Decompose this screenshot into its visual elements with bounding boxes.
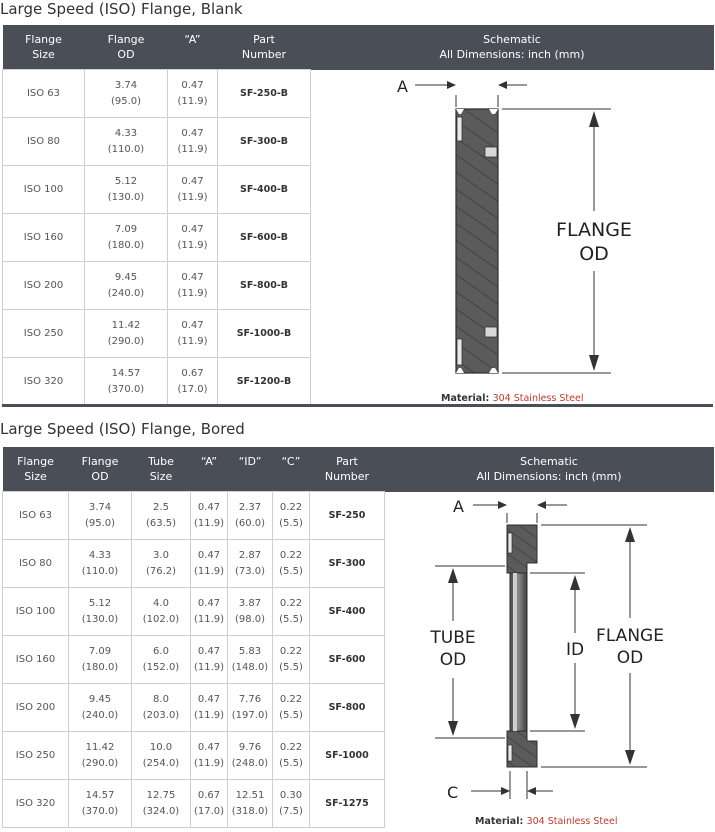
blank-header-flange-size: Flange Size [3, 25, 85, 70]
bored-label-a: A [453, 497, 464, 516]
c-cell: 0.22 (5.5) [273, 588, 310, 636]
flange-od-cell: 5.12 (130.0) [85, 166, 168, 214]
flange-od-cell: 9.45 (240.0) [85, 262, 168, 310]
a-cell: 0.47 (11.9) [191, 588, 228, 636]
c-cell: 0.30 (7.5) [273, 780, 310, 828]
blank-label-flange: FLANGE [556, 219, 632, 241]
a-cell: 0.47 (11.9) [168, 214, 218, 262]
tube-size-cell: 2.5 (63.5) [132, 492, 191, 540]
id-cell: 5.83 (148.0) [228, 636, 273, 684]
flange-size-cell: ISO 200 [3, 684, 69, 732]
bored-header-c: “C” [273, 447, 310, 492]
bored-flange-schematic [385, 493, 713, 826]
c-cell: 0.22 (5.5) [273, 492, 310, 540]
c-cell: 0.22 (5.5) [273, 732, 310, 780]
blank-material-note: Material: 304 Stainless Steel [441, 392, 584, 404]
part-number-cell: SF-300-B [218, 118, 311, 166]
c-cell: 0.22 (5.5) [273, 540, 310, 588]
table-row [3, 70, 714, 118]
flange-size-cell: ISO 100 [3, 588, 69, 636]
flange-size-cell: ISO 320 [3, 780, 69, 828]
blank-header-part-number: Part Number [218, 25, 311, 70]
a-cell: 0.47 (11.9) [168, 70, 218, 118]
flange-od-cell: 14.57 (370.0) [85, 358, 168, 406]
part-number-cell: SF-250 [310, 492, 385, 540]
flange-od-cell: 11.42 (290.0) [69, 732, 132, 780]
bored-header-tube-size: Tube Size [132, 447, 191, 492]
flange-od-cell: 7.09 (180.0) [69, 636, 132, 684]
blank-header-flange-od: Flange OD [85, 25, 168, 70]
bored-label-flange: FLANGE [596, 626, 664, 646]
flange-od-cell: 4.33 (110.0) [69, 540, 132, 588]
flange-od-cell: 11.42 (290.0) [85, 310, 168, 358]
part-number-cell: SF-300 [310, 540, 385, 588]
flange-size-cell: ISO 200 [3, 262, 85, 310]
flange-od-cell: 7.09 (180.0) [85, 214, 168, 262]
blank-header-a: “A” [168, 25, 218, 70]
bored-material-note: Material: 304 Stainless Steel [475, 815, 618, 827]
part-number-cell: SF-1000-B [218, 310, 311, 358]
bored-label-flange-od: OD [616, 648, 644, 668]
a-cell: 0.47 (11.9) [191, 732, 228, 780]
id-cell: 9.76 (248.0) [228, 732, 273, 780]
bored-header-flange-size: Flange Size [3, 447, 69, 492]
tube-size-cell: 6.0 (152.0) [132, 636, 191, 684]
c-cell: 0.22 (5.5) [273, 684, 310, 732]
part-number-cell: SF-1000 [310, 732, 385, 780]
id-cell: 2.87 (73.0) [228, 540, 273, 588]
a-cell: 0.67 (17.0) [168, 358, 218, 406]
a-cell: 0.47 (11.9) [168, 118, 218, 166]
bored-label-c: C [447, 783, 459, 802]
tube-size-cell: 3.0 (76.2) [132, 540, 191, 588]
bored-label-tube-od: OD [439, 650, 467, 670]
bored-flange-table [2, 447, 714, 828]
id-cell: 12.51 (318.0) [228, 780, 273, 828]
a-cell: 0.47 (11.9) [191, 684, 228, 732]
blank-label-a: A [397, 77, 408, 96]
flange-od-cell: 5.12 (130.0) [69, 588, 132, 636]
flange-size-cell: ISO 100 [3, 166, 85, 214]
a-cell: 0.67 (17.0) [191, 780, 228, 828]
a-cell: 0.47 (11.9) [191, 492, 228, 540]
tube-size-cell: 12.75 (324.0) [132, 780, 191, 828]
flange-od-cell: 3.74 (95.0) [69, 492, 132, 540]
part-number-cell: SF-400-B [218, 166, 311, 214]
blank-schematic-cell [311, 70, 714, 406]
bored-label-tube: TUBE [430, 628, 476, 648]
a-cell: 0.47 (11.9) [168, 166, 218, 214]
blank-header-row [3, 25, 714, 70]
blank-section-title: Large Speed (ISO) Flange, Blank [0, 0, 243, 18]
a-cell: 0.47 (11.9) [191, 540, 228, 588]
a-cell: 0.47 (11.9) [191, 636, 228, 684]
tube-size-cell: 8.0 (203.0) [132, 684, 191, 732]
blank-table-bottom-rule [2, 404, 713, 407]
part-number-cell: SF-600 [310, 636, 385, 684]
id-cell: 2.37 (60.0) [228, 492, 273, 540]
part-number-cell: SF-800-B [218, 262, 311, 310]
bored-header-a: “A” [191, 447, 228, 492]
bored-header-row [3, 447, 714, 492]
flange-size-cell: ISO 63 [3, 70, 85, 118]
part-number-cell: SF-400 [310, 588, 385, 636]
flange-od-cell: 3.74 (95.0) [85, 70, 168, 118]
part-number-cell: SF-250-B [218, 70, 311, 118]
tube-size-cell: 4.0 (102.0) [132, 588, 191, 636]
blank-label-od: OD [579, 243, 609, 265]
bored-schematic-cell [385, 492, 714, 828]
part-number-cell: SF-600-B [218, 214, 311, 262]
flange-size-cell: ISO 160 [3, 636, 69, 684]
bored-section-title: Large Speed (ISO) Flange, Bored [0, 420, 245, 438]
bored-header-flange-od: Flange OD [69, 447, 132, 492]
flange-size-cell: ISO 160 [3, 214, 85, 262]
bored-label-id: ID [565, 640, 585, 660]
flange-size-cell: ISO 250 [3, 310, 85, 358]
id-cell: 7.76 (197.0) [228, 684, 273, 732]
a-cell: 0.47 (11.9) [168, 262, 218, 310]
bored-header-id: “ID” [228, 447, 273, 492]
part-number-cell: SF-1275 [310, 780, 385, 828]
table-row [3, 492, 714, 540]
flange-od-cell: 4.33 (110.0) [85, 118, 168, 166]
flange-size-cell: ISO 320 [3, 358, 85, 406]
id-cell: 3.87 (98.0) [228, 588, 273, 636]
c-cell: 0.22 (5.5) [273, 636, 310, 684]
bored-header-part-number: Part Number [310, 447, 385, 492]
flange-size-cell: ISO 80 [3, 118, 85, 166]
flange-size-cell: ISO 250 [3, 732, 69, 780]
part-number-cell: SF-1200-B [218, 358, 311, 406]
blank-flange-table [2, 25, 714, 406]
bored-header-schematic: Schematic All Dimensions: inch (mm) [385, 447, 714, 492]
flange-size-cell: ISO 80 [3, 540, 69, 588]
part-number-cell: SF-800 [310, 684, 385, 732]
blank-flange-schematic [311, 71, 713, 404]
flange-size-cell: ISO 63 [3, 492, 69, 540]
tube-size-cell: 10.0 (254.0) [132, 732, 191, 780]
flange-od-cell: 9.45 (240.0) [69, 684, 132, 732]
blank-header-schematic: Schematic All Dimensions: inch (mm) [311, 25, 714, 70]
flange-od-cell: 14.57 (370.0) [69, 780, 132, 828]
a-cell: 0.47 (11.9) [168, 310, 218, 358]
